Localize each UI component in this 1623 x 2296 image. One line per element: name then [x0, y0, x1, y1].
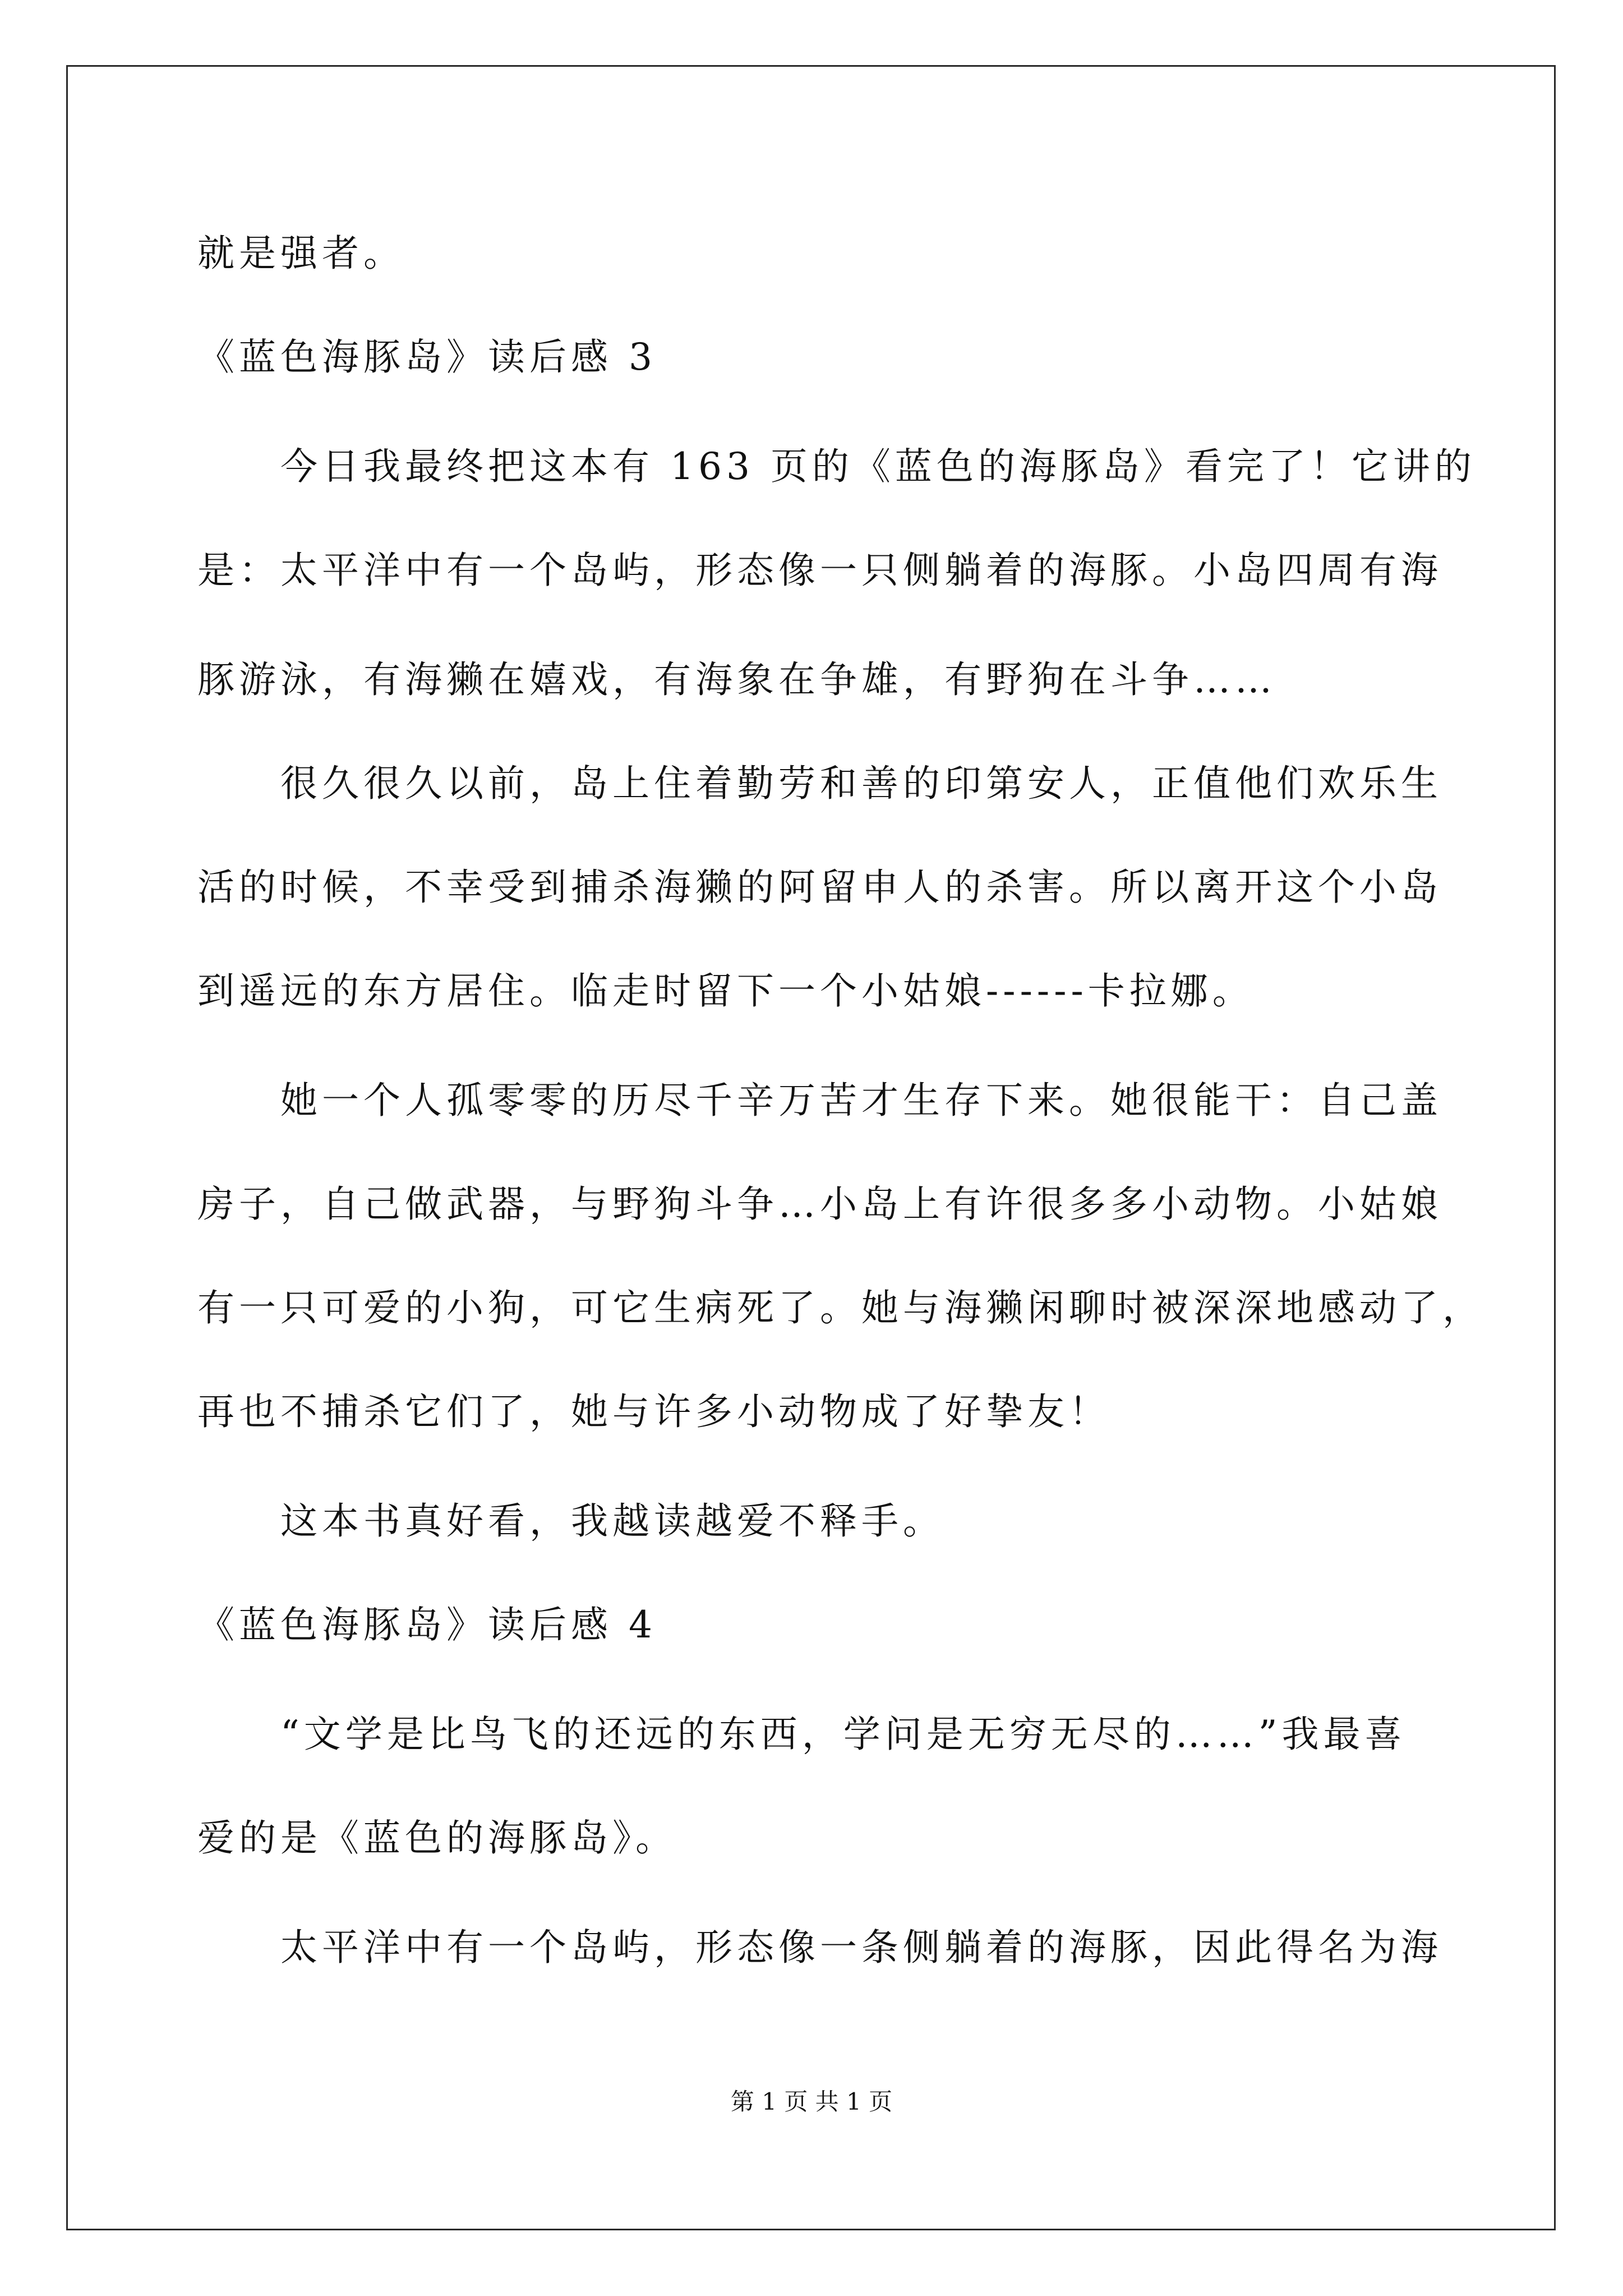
- text-line: 爱的是《蓝色的海豚岛》。: [197, 1816, 677, 1860]
- text-line: 活的时候，不幸受到捕杀海獭的阿留申人的杀害。所以离开这个小岛: [197, 866, 1442, 909]
- text-line: 太平洋中有一个岛屿，形态像一条侧躺着的海豚，因此得名为海: [280, 1926, 1442, 1969]
- page-footer: 第 1 页 共 1 页: [730, 2088, 893, 2115]
- section-heading: 《蓝色海豚岛》读后感 3: [197, 335, 657, 379]
- text-line: 有一只可爱的小狗，可它生病死了。她与海獭闲聊时被深深地感动了，: [197, 1286, 1484, 1329]
- text-line: 今日我最终把这本有 163 页的《蓝色的海豚岛》看完了！它讲的: [280, 445, 1476, 488]
- text-line: 豚游泳，有海獭在嬉戏，有海象在争雄，有野狗在斗争……: [197, 658, 1276, 701]
- text-line: 到遥远的东方居住。临走时留下一个小姑娘------卡拉娜。: [197, 969, 1254, 1013]
- text-line: 很久很久以前，岛上住着勤劳和善的印第安人，正值他们欢乐生: [280, 762, 1442, 805]
- text-line: 这本书真好看，我越读越爱不释手。: [280, 1499, 944, 1543]
- page-border: [66, 65, 1556, 2230]
- text-line: 就是强者。: [197, 232, 405, 275]
- section-heading: 《蓝色海豚岛》读后感 4: [197, 1603, 657, 1646]
- text-line: 是：太平洋中有一个岛屿，形态像一只侧躺着的海豚。小岛四周有海: [197, 549, 1442, 592]
- text-line: “文学是比鸟飞的还远的东西，学问是无穷无尽的……”我最喜: [280, 1713, 1407, 1756]
- text-line: 她一个人孤零零的历尽千辛万苦才生存下来。她很能干：自己盖: [280, 1079, 1442, 1122]
- text-line: 再也不捕杀它们了，她与许多小动物成了好挚友！: [197, 1390, 1110, 1433]
- text-line: 房子，自己做武器，与野狗斗争…小岛上有许很多多小动物。小姑娘: [197, 1182, 1442, 1226]
